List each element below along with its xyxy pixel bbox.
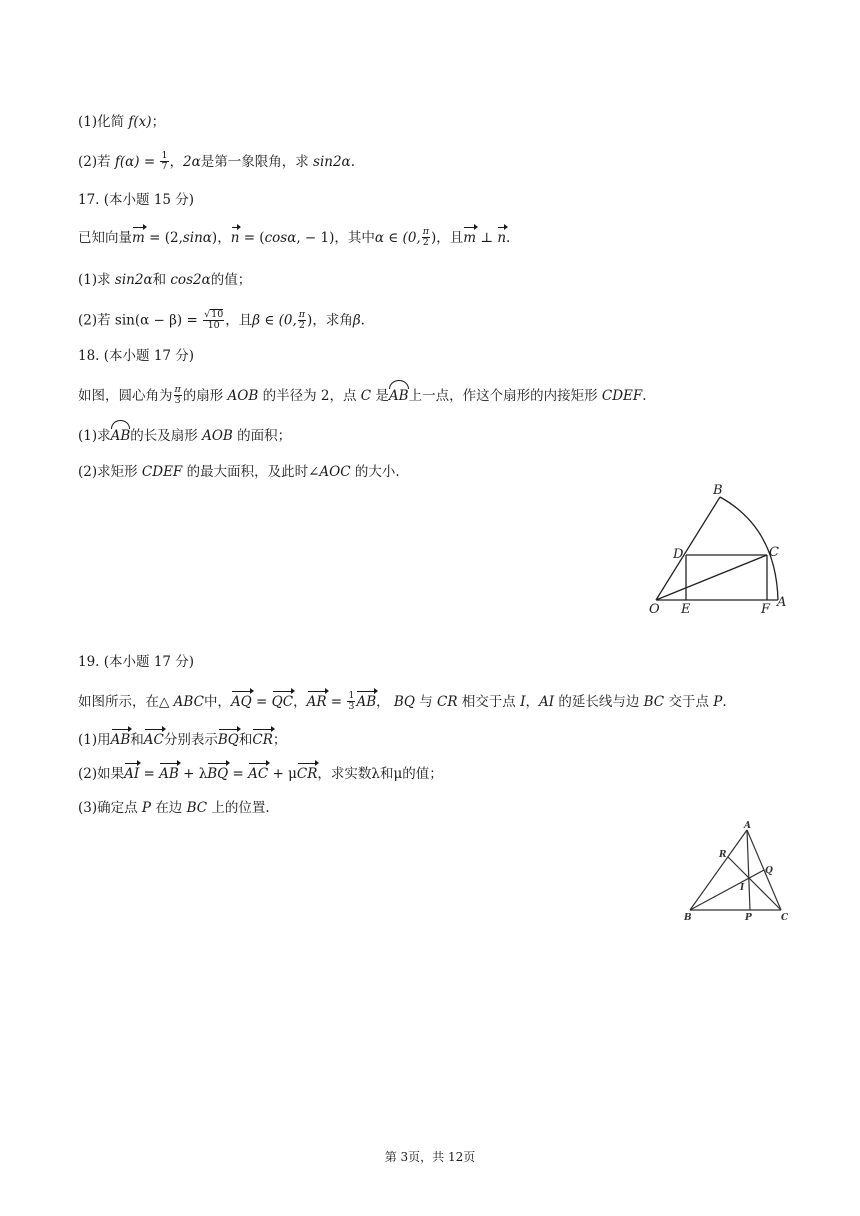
label-E: E	[681, 602, 691, 617]
q17-part1: (1)求 sin2α和 cos2α的值；	[78, 272, 252, 288]
figure-triangle-abc	[678, 820, 794, 930]
q19-header: 19. (本小题 17 分)	[78, 654, 195, 670]
q18-part1: (1)求AB的长及扇形 AOB 的面积；	[78, 428, 292, 444]
q16-part1: (1)化简 f(x)；	[78, 114, 166, 130]
label-C: C	[769, 545, 779, 560]
radius-OB	[656, 497, 720, 600]
q19-stem: 如图所示，在△ ABC中，AQ = QC，AR = $\frac{1}{3}$ AB， BQ 与 CR 相交于点 I，AI 的延长线与边 BC 交于点 P.	[78, 690, 727, 712]
label-O: O	[649, 602, 660, 617]
label-D: D	[673, 547, 684, 562]
label-I: I	[740, 883, 745, 893]
q17-stem: 已知向量m = (2,sinα)，n = (cosα, − 1)，其中α ∈ (0, $\frac{\pi}{2}$ )，且m ⊥ n.	[78, 226, 511, 248]
label-R: R	[719, 850, 727, 860]
label-C: C	[781, 913, 789, 923]
page-footer: 第 3页，共 12页	[384, 1150, 476, 1164]
q18-header: 18. (本小题 17 分)	[78, 348, 195, 364]
q18-part2: (2)求矩形 CDEF 的最大面积，及此时∠AOC 的大小.	[78, 464, 400, 480]
figure-sector-rectangle	[640, 480, 800, 620]
label-B: B	[684, 913, 692, 923]
label-A: A	[777, 595, 787, 610]
side-AB	[690, 830, 747, 910]
q17-part2: (2)若 sin(α − β) = $\frac{√10}{10}$ ，且β ∈ (0, $\frac{\pi}{2}$ )，求角β.	[78, 308, 365, 331]
q19-part2: (2)如果AI = AB + λBQ = AC + μCR，求实数λ和μ的值；	[78, 766, 443, 782]
label-B: B	[713, 483, 723, 498]
label-Q: Q	[765, 866, 773, 876]
label-A: A	[744, 821, 751, 831]
label-F: F	[761, 602, 771, 617]
q19-part1: (1)用AB和AC分别表示BQ和CR；	[78, 732, 287, 748]
segment-CR	[728, 857, 781, 910]
segment-AP	[747, 830, 750, 910]
segment-BQ	[690, 870, 764, 910]
q17-header: 17. (本小题 15 分)	[78, 192, 195, 208]
q18-stem: 如图，圆心角为 $\frac{\pi}{3}$ 的扇形 AOB 的半径为 2，点 C 是AB上一点，作这个扇形的内接矩形 CDEF.	[78, 384, 647, 406]
label-P: P	[745, 913, 752, 923]
q16-part2: (2)若 f(α) = $\frac{1}{7}$ ，2α是第一象限角，求 sin2α.	[78, 150, 355, 172]
q19-part3: (3)确定点 P 在边 BC 上的位置.	[78, 800, 270, 816]
